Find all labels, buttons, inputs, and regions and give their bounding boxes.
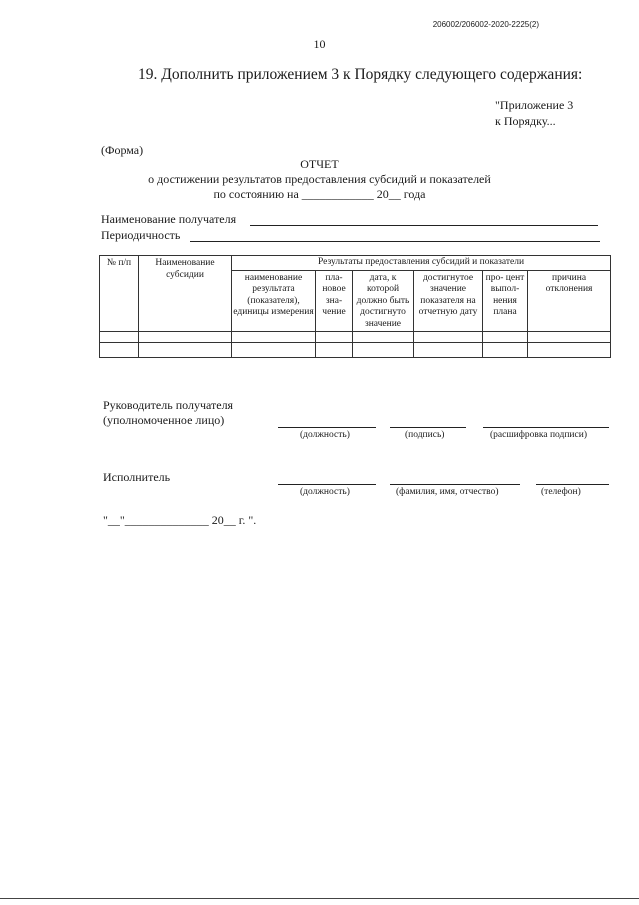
periodicity-fill-line [190, 241, 600, 242]
col-achieved-value-header: достигнутое значение показателя на отчетную дату [414, 270, 483, 332]
results-group-header: Результаты предоставления субсидий и показатели [232, 256, 611, 271]
report-date-line: по состоянию на ____________ 20__ года [213, 187, 426, 201]
executor-position-line [278, 484, 376, 485]
col-planned-value-header: пла- новое зна- чение [316, 270, 353, 332]
table-row [100, 343, 611, 358]
report-subtitle: о достижении результатов предоставления субсидий и показателей [148, 172, 491, 186]
col-subsidy-header: Наименование субсидии [139, 256, 232, 332]
appendix-ref-line1: "Приложение 3 [495, 98, 574, 112]
executor-name-caption: (фамилия, имя, отчество) [396, 487, 499, 497]
executor-phone-line [536, 484, 609, 485]
date-line: "__"______________ 20__ г. ". [103, 513, 257, 527]
report-title: ОТЧЕТ [300, 157, 339, 171]
form-label: (Форма) [101, 143, 144, 157]
periodicity-label: Периодичность [101, 228, 181, 242]
col-number-header: № п/п [100, 256, 139, 332]
executor-phone-caption: (телефон) [541, 487, 581, 497]
page-bottom-edge [0, 898, 639, 899]
table-row [100, 332, 611, 343]
head-decryption-line [483, 427, 609, 428]
executor-name-line [390, 484, 520, 485]
appendix-ref-line2: к Порядку... [495, 114, 556, 128]
report-table [99, 255, 611, 358]
head-signature-caption: (подпись) [405, 430, 445, 440]
amendment-heading: 19. Дополнить приложением 3 к Порядку следующего содержания: [138, 66, 583, 83]
col-plan-percent-header: про- цент выпол- нения плана [483, 270, 528, 332]
recipient-fill-line [250, 225, 598, 226]
col-target-date-header: дата, к которой должно быть достигнуто значение [353, 270, 414, 332]
head-position-caption: (должность) [300, 430, 350, 440]
col-deviation-reason-header: причина отклонения [528, 270, 611, 332]
recipient-label: Наименование получателя [101, 212, 237, 226]
col-result-name-header: наименование результата (показателя), единицы измерения [232, 270, 316, 332]
head-label-line2: (уполномоченное лицо) [103, 413, 225, 427]
head-position-line [278, 427, 376, 428]
page-number: 10 [313, 37, 326, 51]
head-signature-line [390, 427, 466, 428]
document-id: 206002/206002-2020-2225(2) [432, 20, 539, 29]
head-decryption-caption: (расшифровка подписи) [490, 430, 587, 440]
head-label-line1: Руководитель получателя [103, 398, 234, 412]
executor-position-caption: (должность) [300, 487, 350, 497]
executor-label: Исполнитель [103, 470, 171, 484]
